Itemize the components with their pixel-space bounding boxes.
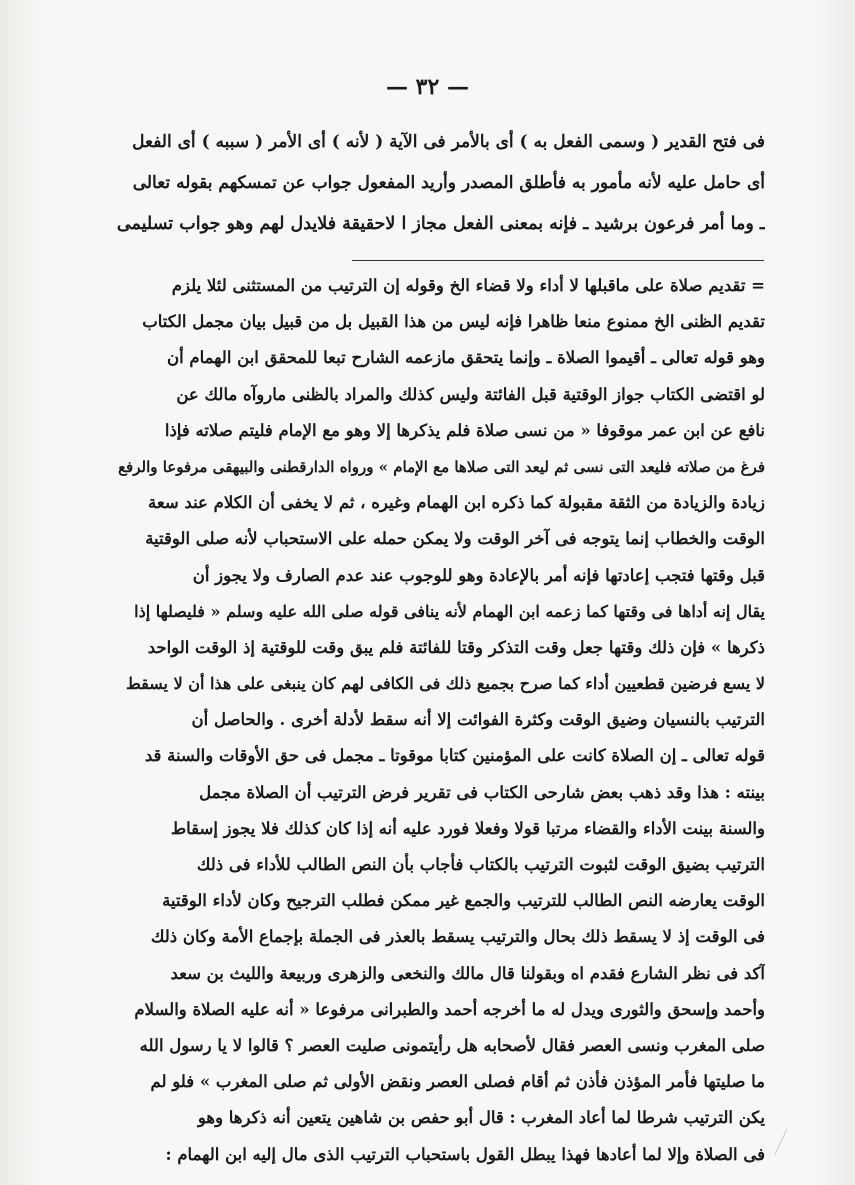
commentary-line: = تقديم صلاة على ماقبلها لا أداء ولا قضاء الخ وقوله إن الترتيب من المستثنى لئلا يلزم [171, 276, 765, 295]
commentary-line: صلى المغرب ونسى العصر فقال لأصحابه هل رأيتمونى صليت العصر ؟ قالوا لا يا رسول الله [139, 1035, 765, 1055]
commentary-line: آكد فى نظر الشارع فقدم اه وبقولنا قال مالك والنخعى والزهرى وربيعة والليث بن سعد [170, 963, 765, 983]
commentary-line: يقال إنه أداها فى وقتها كما زعمه ابن الهمام لأنه ينافى قوله صلى الله عليه وسلم « فليصلها إذا [134, 601, 765, 621]
main-text-line: ـ وما أمر فرعون برشيد ـ فإنه بمعنى الفعل مجاز ا لاحقيقة فلايدل لهم وهو جواب تسليمى [116, 214, 765, 234]
commentary-line: الوقت يعارضه النص الطالب للترتيب والجمع غير ممكن فطلب الترجيح وكان لأداء الوقتية [162, 891, 765, 911]
main-text-line: فى فتح القدير ( وسمى الفعل به ) أى بالأمر فى الآية ( لأنه ) أى الأمر ( سببه ) أى الفعل [132, 132, 765, 152]
commentary-line: لو اقتضى الكتاب جواز الوقتية قبل الفائتة وليس كذلك والمراد بالظنى ماروآه مالك عن [176, 384, 765, 404]
commentary-line: الوقت والخطاب إنما يتوجه فى آخر الوقت ولا يمكن حمله على الاستحباب لأنه صلى الوقتية [145, 529, 765, 549]
commentary-line: نافع عن ابن عمر موقوفا « من نسى صلاة فلم يذكرها إلا وهو مع الإمام فليتم صلاته فإذا [164, 420, 765, 440]
commentary-line: لا يسع فرضين قطعيين أداء كما صرح بجميع ذلك فى الكافى لهم كان ينبغى على هذا أن لا يسقط [125, 674, 765, 694]
commentary-line: يكن الترتيب شرطا لما أعاد المغرب : قال أبو حفص بن شاهين يتعين أنه ذكرها وهو [197, 1108, 765, 1128]
commentary-line: فى الوقت إذ لا يسقط ذلك بحال والترتيب يسقط بالعذر فى الجملة بإجماع الأمة وكان ذلك [150, 927, 765, 947]
commentary-line: فرغ من صلاته فليعد التى نسى ثم ليعد التى صلاها مع الإمام » ورواه الدارقطنى والبيهقى مرفوعا والرفع [118, 457, 765, 476]
commentary-line: وأحمد وإسحق والثورى ويدل له ما أخرجه أحمد والطبرانى مرفوعا « أنه عليه الصلاة والسلام [134, 999, 765, 1019]
commentary-line: قبل وقتها فتجب إعادتها فإنه أمر بالإعادة وهو للوجوب عند عدم الصارف ولا يجوز أن [192, 565, 765, 585]
commentary-line: الترتيب بالنسيان وضيق الوقت وكثرة الفوائت إلا أنه سقط لأدلة أخرى . والحاصل أن [191, 710, 765, 730]
commentary-line: ذكرها » فإن ذلك وقتها جعل وقت التذكر وقتا للفائتة فلم يبق وقت للوقتية إذ الوقت الواحد [147, 637, 765, 657]
commentary-line: تقديم الظنى الخ ممنوع منعا ظاهرا فإنه ليس من هذا القبيل بل من قبيل بيان مجمل الكتاب [142, 312, 765, 332]
main-text-block [115, 122, 765, 245]
commentary-line: قوله تعالى ـ إن الصلاة كانت على المؤمنين كتابا موقوتا ـ مجمل فى حق الأوقات والسنة قد [144, 746, 765, 766]
commentary-line: ما صليتها فأمر المؤذن فأذن ثم أقام فصلى العصر ونقض الأولى ثم صلى المغرب » فلو لم [150, 1072, 765, 1092]
commentary-line: وهو قوله تعالى ـ أقيموا الصلاة ـ وإنما يتحقق مازعمه الشارح تبعا للمحقق ابن الهمام أن [166, 348, 765, 368]
commentary-line: فى الصلاة وإلا لما أعادها فهذا يبطل القول باستحباب الترتيب الذى مال إليه ابن الهمام : [165, 1144, 765, 1164]
commentary-line: بينته : هذا وقد ذهب بعض شارحى الكتاب فى تقرير فرض الترتيب أن الصلاة مجمل [199, 782, 765, 802]
commentary-line: الترتيب بضيق الوقت لثبوت الترتيب بالكتاب فأجاب بأن النص الطالب للأداء فى ذلك [196, 855, 765, 874]
commentary-line: زيادة والزيادة من الثقة مقبولة كما ذكره ابن الهمام وغيره ، ثم لا يخفى أن الكلام عند سعة [148, 493, 765, 513]
main-text-line: أى حامل عليه لأنه مأمور به فأطلق المصدر وأريد المفعول جواب عن تمسكهم بقوله تعالى [132, 173, 765, 193]
commentary-block [115, 268, 765, 1173]
footnote-divider [352, 260, 764, 261]
page-number: — ٣٢ — [386, 74, 469, 100]
commentary-line: والسنة بينت الأداء والقضاء مرتبا قولا وفعلا فورد عليه أنه إذا كان كذلك فلا يجوز إسقاط [170, 818, 765, 838]
